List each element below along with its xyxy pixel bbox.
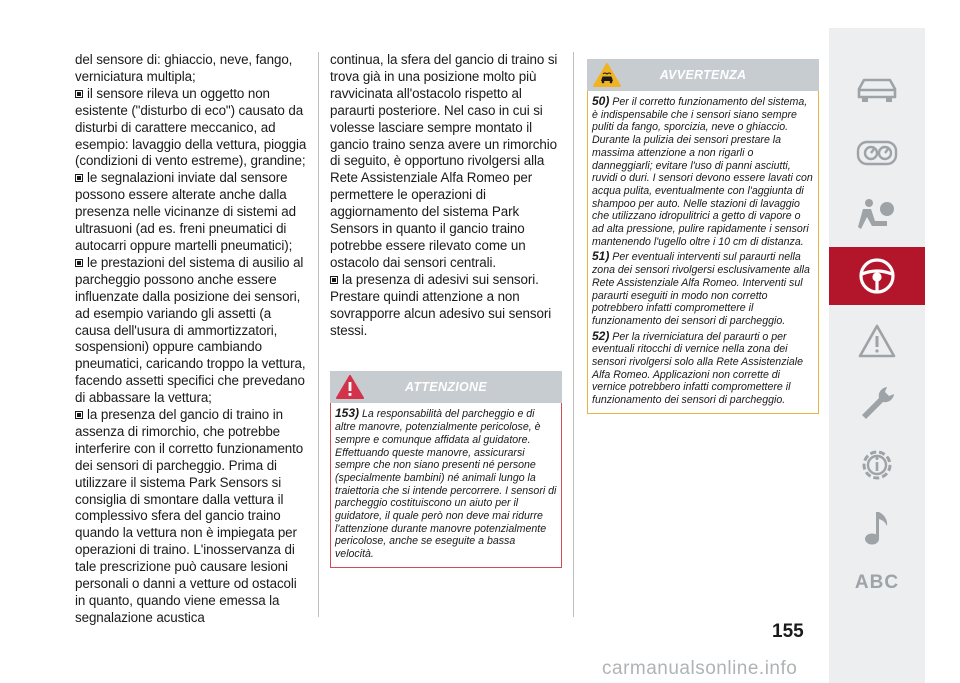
bullet-icon [75, 174, 83, 182]
note-number: 51) [592, 249, 610, 264]
paragraph-text: la presenza del gancio di traino in assenza di rimorchio, che potrebbe interferire con il corretto funzionamento dei sensori di parcheggio. Prima di utilizzare il sistema Park Sensors si consiglia di smontare dalla vettura il complessivo sfera del gancio traino quando la vettura non è impiegata per operazioni di traino. L'inosservanza di tale prescrizione può causare lesioni personali o danni a vetture od ostacoli in quanto, quando viene emessa la segnalazione acustica [75, 407, 304, 625]
column-middle-text [330, 52, 562, 339]
note-number: 153) [335, 406, 360, 421]
paragraph [75, 407, 307, 627]
paragraph-text: del sensore di: ghiaccio, neve, fango, verniciatura multipla; [75, 52, 293, 84]
bullet-icon [75, 411, 83, 419]
music-note-icon[interactable] [829, 503, 925, 553]
column-divider [573, 52, 574, 617]
abc-index-icon[interactable] [829, 558, 925, 608]
paragraph [75, 86, 307, 171]
note-item [335, 407, 557, 560]
bullet-icon [75, 259, 83, 267]
bullet-icon [75, 90, 83, 98]
car-icon[interactable] [829, 65, 925, 115]
note-text: Per il corretto funzionamento del sistema, è indispensabile che i sensori siano sempre puliti da fango, sporcizia, neve o ghiaccio. Durante la pulizia dei sensori prestare la massima attenzione a non rigarli o danneggiarli; evitare l'uso di panni asciutti, ruvidi o duri. I sensori devono essere lavati con acqua pulita, eventualmente con l'aggiunta di shampoo per auto. Nelle stazioni di lavaggio che utilizzano idropulitrici a getto di vapore o ad alta pressione, pulire rapidamente i sensori mantenendo l'ugello oltre i 10 cm di distanza. [592, 96, 813, 248]
column-right [587, 59, 819, 414]
column-divider [318, 52, 319, 617]
bullet-icon [330, 276, 338, 284]
paragraph [75, 255, 307, 407]
gear-info-icon[interactable] [829, 440, 925, 490]
warning-body [587, 91, 819, 414]
paragraph-text: la presenza di adesivi sui sensori. Prestare quindi attenzione a non sovrapporre alcun adesivo sui sensori stessi. [330, 271, 552, 338]
note-number: 52) [592, 328, 610, 343]
attention-header [330, 371, 562, 403]
note-item [592, 330, 814, 407]
note-item [592, 95, 814, 248]
paragraph-text: continua, la sfera del gancio di traino si trova già in una posizione molto più ravvicinata all'ostacolo rispetto al paraurti posteriore. Nel caso in cui si volesse lasciare sempre montato il gancio traino senza avere un rimorchio di seguito, è opportuno rivolgersi alla Rete Assistenziale Alfa Romeo per permettere le operazioni di aggiornamento del sistema Park Sensors in quanto il gancio traino potrebbe essere rilevato come un ostacolo dai sensori centrali. [330, 52, 558, 270]
wrench-icon[interactable] [829, 378, 925, 428]
note-item [592, 250, 814, 327]
chapter-sidebar [829, 28, 925, 683]
paragraph [75, 170, 307, 255]
warning-title: AVVERTENZA [659, 68, 747, 82]
steering-wheel-icon[interactable] [829, 247, 925, 305]
paragraph [330, 52, 562, 272]
paragraph [75, 52, 307, 86]
column-middle [330, 52, 562, 568]
abc-label: ABC [854, 572, 900, 593]
paragraph-text: le segnalazioni inviate dal sensore possono essere alterate anche dalla presenza nelle vicinanze di sistemi ad ultrasuoni (ad es. freni pneumatici di autocarri oppure martelli pneumatici); [75, 170, 296, 253]
column-left [75, 52, 307, 627]
paragraph [330, 272, 562, 340]
attention-box [330, 371, 562, 567]
warning-car-icon [593, 63, 621, 87]
warning-header [587, 59, 819, 91]
note-text: Per la riverniciatura del paraurti o per eventuali ritocchi di vernice nella zona dei sensori rivolgersi solo alla Rete Assistenziale Alfa Romeo. Applicazioni non corrette di vernice potrebbero infatti compromettere il funzionamento dei sensori di parcheggio. [592, 330, 803, 407]
warning-box [587, 59, 819, 414]
note-text: La responsabilità del parcheggio e di altre manovre, potenzialmente pericolose, è sempre e comunque affidata al guidatore. Effettuando queste manovre, assicurarsi sempre che non siano presenti né persone (specialmente bambini) né animali lungo la traiettoria che si intende percorrere. I sensori di parcheggio costituiscono un aiuto per il guidatore, il quale però non deve mai ridurre l'attenzione durante manovre potenzialmente pericolose, anche se eseguite a bassa velocità. [335, 408, 557, 561]
attention-title: ATTENZIONE [405, 380, 487, 395]
warning-triangle-icon[interactable] [829, 316, 925, 366]
paragraph-text: le prestazioni del sistema di ausilio al parcheggio possono anche essere influenzate dalla posizione dei sensori, ad esempio variando gli assetti (a causa dell'usura di ammortizzatori, sospensioni) oppure cambiando pneumatici, caricando troppo la vettura, facendo assetti specifici che prevedano di abbassare la vettura; [75, 254, 306, 406]
paragraph-text: il sensore rileva un oggetto non esistente ("disturbo di eco") causato da disturbi di carattere meccanico, ad esempio: lavaggio della vettura, pioggia (condizioni di vento estreme), grandine; [75, 85, 307, 169]
attention-body [330, 403, 562, 567]
airbag-seat-icon[interactable] [829, 190, 925, 240]
page-number: 155 [772, 621, 804, 642]
note-text: Per eventuali interventi sul paraurti nella zona dei sensori rivolgersi esclusivamente alla Rete Assistenziale Alfa Romeo. Interventi sul paraurti eseguiti in modo non corretto potrebbero infatti compromettere il funzionamento dei sensori di parcheggio. [592, 251, 810, 327]
watermark: carmanualsonline.info [602, 658, 798, 679]
attention-warning-icon [336, 375, 364, 399]
note-number: 50) [592, 94, 610, 108]
dashboard-icon[interactable] [829, 128, 925, 178]
